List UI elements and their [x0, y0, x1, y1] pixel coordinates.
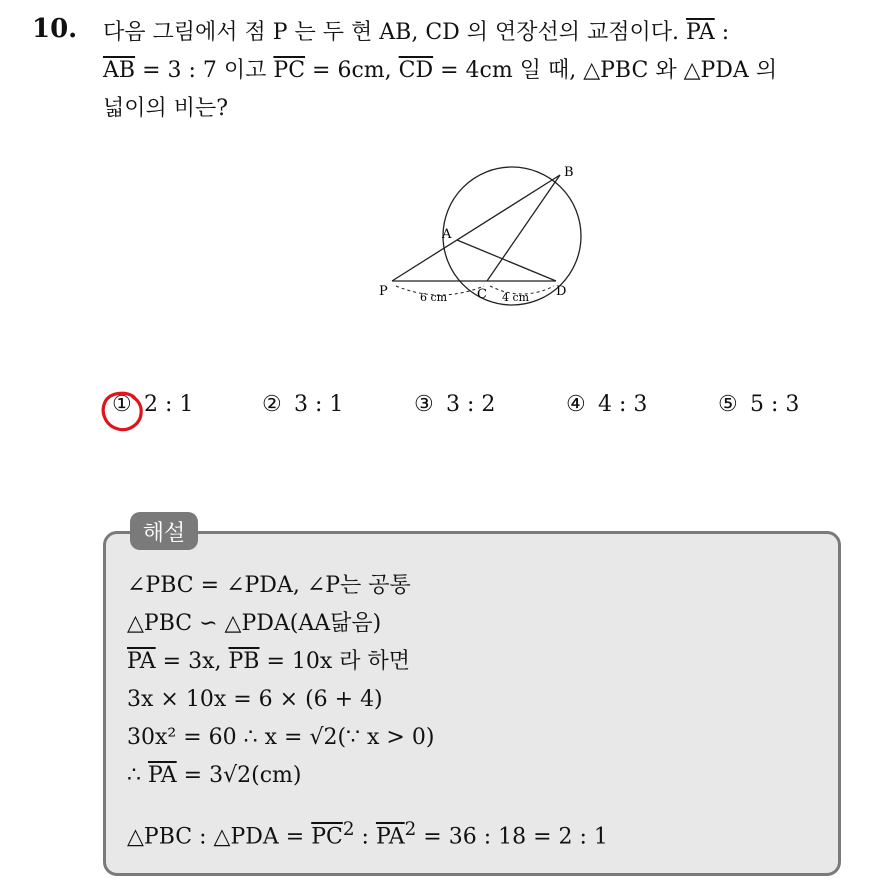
choice-2[interactable] [262, 392, 343, 417]
label-b: B [564, 165, 574, 180]
segment-pb [392, 175, 560, 281]
geometry-figure [370, 150, 610, 320]
segment-ad [457, 240, 556, 281]
choice-2-number: ② [262, 392, 282, 417]
choice-1-number: ① [112, 392, 132, 417]
question-number: 10. [32, 14, 78, 44]
answer-circle-mark [98, 388, 146, 434]
solution-line-3: $\overline{PA} = 3x$, $\overline{PB} = 10x$ 라 하면 [127, 649, 411, 674]
solution-line-1: ∠PBC = ∠PDA, ∠P는 공통 [127, 573, 411, 598]
choice-5[interactable] [718, 392, 799, 417]
label-c: C [477, 287, 487, 302]
question-line-2: $\overline{AB} = 3$ : 7 이고 $\overline{PC} = 6cm$, $\overline{CD} = 4cm$ 일 때, △PBC 와 △PDA 의 [103, 58, 778, 83]
choice-1-value: 2 : 1 [144, 392, 194, 417]
question-line-1: 다음 그림에서 점 P 는 두 현 AB, CD 의 연장선의 교점이다. $\overline{PA}$ : [103, 20, 730, 45]
choice-3-value: 3 : 2 [446, 392, 496, 417]
choice-4-value: 4 : 3 [598, 392, 648, 417]
question-text [103, 14, 873, 128]
solution-tag: 해설 [130, 512, 198, 550]
segment-bc [487, 175, 560, 281]
label-p: P [379, 284, 388, 299]
solution-line-6: ∴ $\overline{PA} = 3√2(cm)$ [127, 763, 302, 788]
choice-5-number: ⑤ [718, 392, 738, 417]
answer-choices [98, 392, 838, 432]
label-pc-length: 6 cm [420, 291, 448, 304]
choice-3[interactable] [414, 392, 495, 417]
solution-content [127, 567, 827, 849]
solution-line-7: △PBC : △PDA = $\overline{PC}^2$ : $\overline{PA}^2 = 36$ : 18 = 2 : 1 [127, 819, 608, 850]
segment-cd: $\overline{CD}$ [398, 58, 434, 83]
solution-line-2: △PBC ∽ △PDA(AA닮음) [127, 611, 382, 636]
choice-4-number: ④ [566, 392, 586, 417]
question-line-3: 넓이의 비는? [103, 96, 229, 121]
choice-3-number: ③ [414, 392, 434, 417]
label-d: D [556, 284, 567, 299]
solution-line-5: 30x² = 60 ∴ x = √2(∵ x > 0) [127, 725, 435, 750]
label-a: A [442, 227, 452, 242]
choice-2-value: 3 : 1 [294, 392, 344, 417]
segment-ab: $\overline{AB}$ [103, 58, 136, 83]
solution-line-4: 3x × 10x = 6 × (6 + 4) [127, 687, 383, 712]
choice-4[interactable] [566, 392, 647, 417]
segment-pc: $\overline{PC}$ [273, 58, 306, 83]
label-cd-length: 4 cm [502, 291, 530, 304]
choice-5-value: 5 : 3 [750, 392, 800, 417]
segment-pa: $\overline{PA}$ [686, 20, 715, 45]
